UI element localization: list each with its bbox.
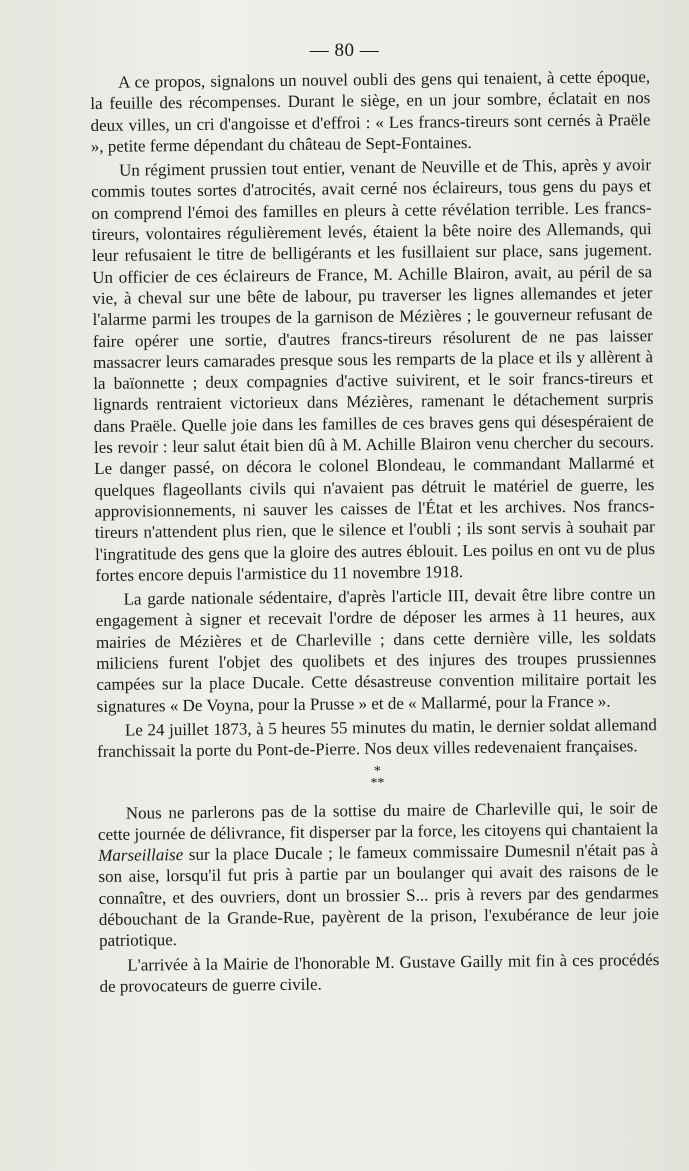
section-separator xyxy=(97,763,657,793)
section-2 xyxy=(98,797,660,998)
paragraph-4: Le 24 juillet 1873, à 5 heures 55 minutes du matin, le dernier soldat allemand franchissait la porte du Pont-de-Pierre. Nos deux villes redevenaient françaises. xyxy=(97,715,657,762)
paragraph-3: La garde nationale sédentaire, d'après l'article III, devait être libre contre un engagement à signer et recevait l'ordre de déposer les armes à 11 heures, aux mairies de Mézières et de Charleville ; dans cette dernière ville, les soldats miliciens furent l'objet des quolibets et des injures des troupes prussiennes campées sur la place Ducale. Cette désastreuse convention militaire portait les signatures « De Voyna, pour la Prusse » et de « Mallarmé, pour la France ». xyxy=(95,584,657,716)
paragraph-6: L'arrivée à la Mairie de l'honorable M. Gustave Gailly mit fin à ces procédés de provocateurs de guerre civile. xyxy=(99,949,660,996)
separator-top: * xyxy=(373,763,381,779)
paragraph-1: A ce propos, signalons un nouvel oubli des gens qui tenaient, à cette époque, la feuille des récompenses. Durant le siège, en un jour sombre, éclatait en nos deux villes, un cri d'angoisse et d'effroi : « Les francs-tireurs sont cernés à Praële », petite ferme dépendant du château de Sept-Fontaines. xyxy=(90,67,651,156)
page-number: — 80 — xyxy=(309,40,380,61)
marseillaise-title: Marseillaise xyxy=(98,845,184,866)
paragraph-5-start: Nous ne parlerons pas de la sottise du maire de Charleville qui, le soir de cette journée de délivrance, fit disperser par la force, les citoyens qui chantaient la xyxy=(97,797,659,844)
separator-bottom: ** xyxy=(370,775,385,791)
body-text xyxy=(90,66,660,997)
paragraph-2: Un régiment prussien tout entier, venant de Neuville et de This, après y avoir commis toutes sortes d'atrocités, avait cerné nos éclaireurs, tous gens du pays et on comprend l'émoi des familles en pleurs à cette révélation terrible. Les francs-tireurs, volontaires régulièrement levés, étaient la bête noire des Allemands, qui leur refusaient le titre de belligérants et les fusillaient sur place, sans jugement. Un officier de ces éclaireurs de France, M. Achille Blairon, avait, au péril de sa vie, à cheval sur une bête de labour, pu traverser les lignes allemandes et jeter l'alarme parmi les troupes de la garnison de Mézières ; le gouverneur refusant de faire opérer une sortie, d'autres francs-tireurs résolurent de ne pas laisser massacrer leurs camarades presque sous les remparts de la place et ils y allèrent à la baïonnette ; deux compagnies d'active suivirent, et le soir francs-tireurs et lignards rentraient victorieux dans Mézières, ramenant le détachement surpris dans Praële. Quelle joie dans les familles de ces braves gens qui désespéraient de les revoir : leur salut était bien dû à M. Achille Blairon venu chercher du secours. Le danger passé, on décora le colonel Blondeau, le commandant Mallarmé et quelques flageollants civils qui n'avaient pas détruit le matériel de guerre, les approvisionnements, ni sauver les caisses de l'État et les archives. Nos francs-tireurs n'attendent plus rien, que le silence et l'oubli ; ils sont servis à souhait par l'ingratitude des gens que la gloire des autres éblouit. Les poilus en ont vu de plus fortes encore depuis l'armistice du 11 novembre 1918. xyxy=(91,155,656,585)
paragraph-5 xyxy=(98,797,660,952)
paragraph-5-end: sur la place Ducale ; le fameux commissaire Dumesnil n'était pas à son aise, lorsqu'il fut pris à partie par un boulanger qui avait des raisons de le connaître, et des ouvriers, dont un brossier S... pris à revers par des gendarmes débouchant de la Grande-Rue, payèrent de la prison, l'exubérance de leur joie patriotique. xyxy=(98,840,659,951)
